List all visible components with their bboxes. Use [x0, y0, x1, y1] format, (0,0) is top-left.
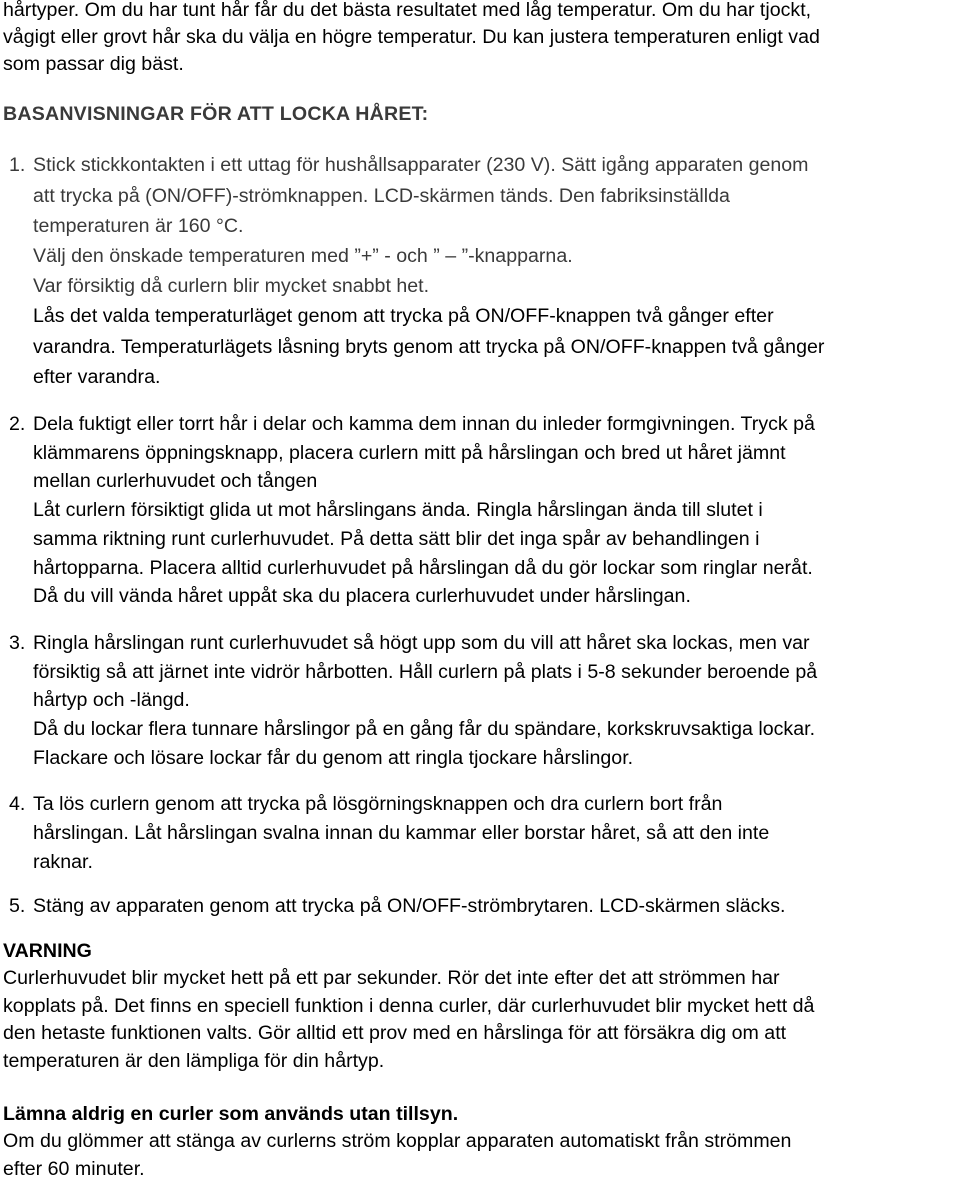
step-number: 4. — [9, 793, 26, 816]
step-1 — [0, 150, 960, 392]
step-3 — [0, 629, 960, 773]
step-line: temperaturen är 160 °C. — [33, 214, 244, 237]
notice-line: efter 60 minuter. — [3, 1157, 145, 1180]
step-5 — [0, 892, 960, 921]
step-line: hårtyp och -längd. — [33, 689, 190, 712]
step-line: raknar. — [33, 850, 93, 873]
warning-line: Curlerhuvudet blir mycket hett på ett par sekunder. Rör det inte efter det att strömmen har — [3, 967, 780, 990]
step-2 — [0, 410, 960, 611]
notice-heading: Lämna aldrig en curler som används utan tillsyn. — [3, 1103, 459, 1126]
step-line: klämmarens öppningsknapp, placera curlern mitt på hårslingan och bred ut håret jämnt — [33, 441, 786, 464]
step-line: hårtopparna. Placera alltid curlerhuvudet på hårslingan då du gör lockar som ringlar neråt. — [33, 556, 813, 579]
step-line: Stick stickkontakten i ett uttag för hushållsapparater (230 V). Sätt igång apparaten genom — [33, 154, 809, 177]
intro-paragraph — [0, 0, 953, 78]
warning-line: den hetaste funktionen valts. Gör alltid ett prov med en hårslinga för att försäkra dig om att — [3, 1022, 787, 1045]
step-line: Låt curlern försiktigt glida ut mot hårslingans ända. Ringla hårslingan ända till slutet i — [33, 499, 763, 522]
step-number: 2. — [9, 413, 26, 436]
step-line: Lås det valda temperaturläget genom att trycka på ON/OFF-knappen två gånger efter — [33, 305, 774, 328]
intro-line: vågigt eller grovt hår ska du välja en högre temperatur. Du kan justera temperaturen enligt vad — [3, 26, 820, 48]
step-line: Ringla hårslingan runt curlerhuvudet så högt upp som du vill att håret ska lockas, men var — [33, 631, 810, 654]
step-line: försiktig så att järnet inte vidrör hårbotten. Håll curlern på plats i 5-8 sekunder beroende på — [33, 660, 818, 683]
step-line: efter varandra. — [33, 365, 161, 388]
step-line: Då du lockar flera tunnare hårslingor på en gång får du spändare, korkskruvsaktiga lockar. — [33, 718, 816, 741]
step-line: varandra. Temperaturlägets låsning bryts genom att trycka på ON/OFF-knappen två gånger — [33, 335, 825, 358]
step-number: 3. — [9, 631, 26, 654]
step-line: samma riktning runt curlerhuvudet. På detta sätt blir det inga spår av behandlingen i — [33, 527, 760, 550]
step-number: 5. — [9, 894, 26, 917]
notice-line: Om du glömmer att stänga av curlerns ström kopplar apparaten automatiskt från strömmen — [3, 1130, 792, 1153]
step-line: Dela fuktigt eller torrt hår i delar och kamma dem innan du inleder formgivningen. Tryck på — [33, 413, 815, 436]
step-4 — [0, 790, 960, 876]
warning-line: kopplats på. Det finns en speciell funktion i denna curler, där curlerhuvudet blir mycket hett då — [3, 994, 815, 1017]
step-line: att trycka på (ON/OFF)-strömknappen. LCD-skärmen tänds. Den fabriksinställda — [33, 184, 730, 207]
step-line: Ta lös curlern genom att trycka på lösgörningsknappen och dra curlern bort från — [33, 793, 723, 816]
intro-line: som passar dig bäst. — [3, 53, 184, 75]
step-line: Var försiktig då curlern blir mycket snabbt het. — [33, 275, 430, 298]
step-line: Flackare och lösare lockar får du genom att ringla tjockare hårslingor. — [33, 746, 634, 769]
section-heading: BASANVISNINGAR FÖR ATT LOCKA HÅRET: — [3, 103, 429, 125]
warning-line: temperaturen är den lämpliga för din hårtyp. — [3, 1049, 385, 1072]
step-line: Välj den önskade temperaturen med ”+” - och ” – ”-knapparna. — [33, 245, 573, 268]
warning-heading: VARNING — [3, 940, 92, 963]
intro-line: hårtyper. Om du har tunt hår får du det bästa resultatet med låg temperatur. Om du har tjockt, — [3, 0, 812, 21]
notice-paragraph — [0, 1128, 960, 1183]
warning-paragraph — [0, 965, 960, 1075]
step-line: Då du vill vända håret uppåt ska du placera curlerhuvudet under hårslingan. — [33, 585, 691, 608]
step-line: hårslingan. Låt hårslingan svalna innan du kammar eller borstar håret, så att den inte — [33, 822, 770, 845]
step-number: 1. — [9, 154, 26, 177]
step-line: Stäng av apparaten genom att trycka på ON/OFF-strömbrytaren. LCD-skärmen släcks. — [33, 894, 786, 917]
step-line: mellan curlerhuvudet och tången — [33, 470, 318, 493]
